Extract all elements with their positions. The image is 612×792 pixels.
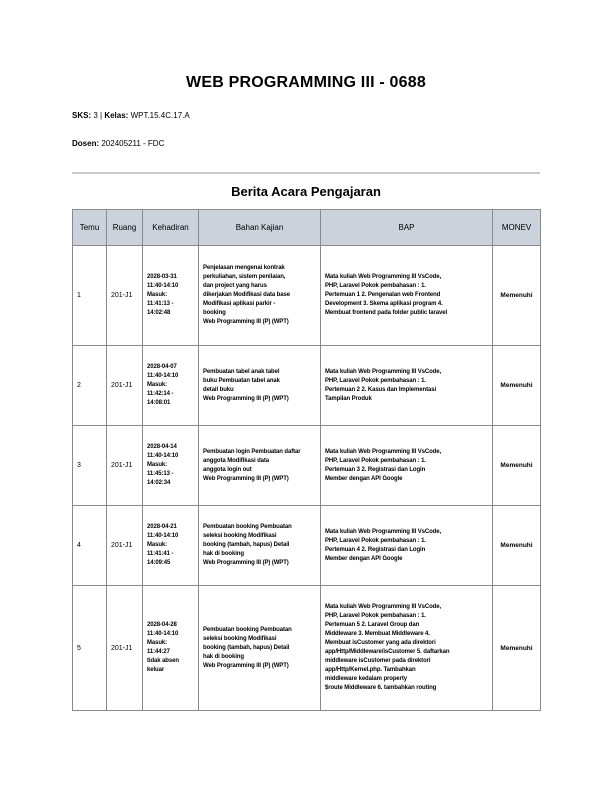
cell-line: Pertemuan 5 2. Laravel Group dan bbox=[325, 622, 420, 628]
cell-temu: 2 bbox=[73, 346, 107, 426]
cell-line: Masuk: bbox=[147, 542, 168, 548]
cell-line: Development 3. Skema aplikasi program 4. bbox=[325, 301, 443, 307]
lecturer-meta bbox=[72, 139, 164, 148]
cell-bap bbox=[321, 506, 493, 586]
cell-line: 11:41:41 - bbox=[147, 551, 174, 557]
divider bbox=[72, 172, 540, 174]
cell-line: 11:45:13 - bbox=[147, 471, 174, 477]
cell-bap bbox=[321, 346, 493, 426]
cell-kehadiran bbox=[143, 246, 199, 346]
cell-temu: 1 bbox=[73, 246, 107, 346]
cell-line: 2028-04-21 bbox=[147, 524, 177, 530]
document-title: WEB PROGRAMMING III - 0688 bbox=[186, 74, 426, 91]
cell-line: Penjelasan mengenai kontrak bbox=[203, 265, 285, 271]
cell-kehadiran bbox=[143, 426, 199, 506]
cell-line: buku Pembuatan tabel anak bbox=[203, 377, 280, 384]
sks-label: SKS: bbox=[72, 111, 92, 120]
cell-line: perkuliahan, sistem penilaian, bbox=[203, 274, 286, 280]
cell-line: 11:40-14:10 bbox=[147, 453, 179, 459]
cell-line: Middleware 3. Membuat Middleware 4. bbox=[325, 631, 430, 637]
kelas-label: Kelas: bbox=[104, 111, 129, 120]
cell-monev: Memenuhi bbox=[493, 506, 541, 586]
cell-kehadiran bbox=[143, 506, 199, 586]
cell-monev: Memenuhi bbox=[493, 586, 541, 711]
cell-bap bbox=[321, 246, 493, 346]
dosen-label: Dosen: bbox=[72, 139, 100, 148]
cell-line: Membuat frontend pada folder public laravel bbox=[325, 310, 448, 316]
cell-line: app/Http/Kernel.php. Tambahkan bbox=[325, 667, 416, 673]
cell-line: Modifikasi aplikasi parkir - bbox=[203, 301, 276, 307]
cell-line: 2028-04-28 bbox=[147, 622, 177, 628]
section-title: Berita Acara Pengajaran bbox=[231, 184, 381, 199]
cell-line: Mata kuliah Web Programming III VsCode, bbox=[325, 528, 442, 535]
cell-line: PHP, Laravel Pokok pembahasan : 1. bbox=[325, 283, 426, 289]
cell-line: 11:40-14:10 bbox=[147, 373, 179, 379]
cell-line: Tampilan Produk bbox=[325, 395, 372, 402]
cell-line: PHP, Laravel Pokok pembahasan : 1. bbox=[325, 613, 426, 619]
table-row bbox=[73, 506, 541, 586]
cell-line: Web Programming III (P) (WPT) bbox=[203, 560, 289, 566]
cell-line: 11:42:14 - bbox=[147, 391, 174, 397]
cell-line: Mata kuliah Web Programming III VsCode, bbox=[325, 368, 442, 375]
cell-line: 2028-04-07 bbox=[147, 364, 177, 370]
cell-ruang: 201-J1 bbox=[107, 426, 143, 506]
cell-temu: 3 bbox=[73, 426, 107, 506]
cell-line: seleksi booking Modifikasi bbox=[203, 533, 277, 539]
cell-line: hak di booking bbox=[203, 653, 244, 660]
cell-line: Member dengan API Google bbox=[325, 475, 403, 482]
cell-line: anggota login out bbox=[203, 466, 252, 473]
cell-line: Pembuatan tabel anak tabel bbox=[203, 368, 280, 375]
cell-line: Web Programming III (P) (WPT) bbox=[203, 395, 289, 402]
column-header-bahan-kajian: Bahan Kajian bbox=[199, 210, 321, 246]
cell-line: dikerjakan Modifikasi data base bbox=[203, 292, 290, 298]
cell-line: tidak absen bbox=[147, 658, 179, 664]
cell-line: $route Middleware 6. tambahkan routing bbox=[325, 685, 437, 691]
cell-bahan-kajian bbox=[199, 426, 321, 506]
course-meta bbox=[72, 111, 190, 120]
cell-ruang: 201-J1 bbox=[107, 246, 143, 346]
cell-line: PHP, Laravel Pokok pembahasan : 1. bbox=[325, 377, 426, 384]
dosen-value: 202405211 - FDC bbox=[99, 139, 165, 148]
cell-line: Web Programming III (P) (WPT) bbox=[203, 662, 289, 669]
cell-kehadiran bbox=[143, 586, 199, 711]
cell-line: dan project yang harus bbox=[203, 283, 267, 289]
cell-line: 14:02:48 bbox=[147, 310, 171, 316]
cell-line: 14:08:01 bbox=[147, 400, 171, 406]
cell-line: Mata kuliah Web Programming III VsCode, bbox=[325, 274, 442, 280]
cell-line: booking (tambah, hapus) Detail bbox=[203, 542, 290, 548]
table-row bbox=[73, 346, 541, 426]
cell-line: 2028-03-31 bbox=[147, 274, 177, 280]
cell-line: Member dengan API Google bbox=[325, 555, 403, 562]
cell-line: Pembuatan booking Pembuatan bbox=[203, 626, 292, 633]
cell-line: Masuk: bbox=[147, 382, 168, 388]
cell-line: Masuk: bbox=[147, 292, 168, 298]
teaching-report-table bbox=[72, 209, 541, 711]
cell-bap bbox=[321, 586, 493, 711]
cell-line: Pertemuan 2 2. Kasus dan Implementasi bbox=[325, 386, 437, 393]
cell-monev: Memenuhi bbox=[493, 246, 541, 346]
cell-line: Masuk: bbox=[147, 640, 168, 646]
cell-bahan-kajian bbox=[199, 246, 321, 346]
cell-ruang: 201-J1 bbox=[107, 586, 143, 711]
table-row bbox=[73, 246, 541, 346]
cell-line: Masuk: bbox=[147, 462, 168, 468]
cell-monev: Memenuhi bbox=[493, 426, 541, 506]
cell-temu: 4 bbox=[73, 506, 107, 586]
cell-line: Web Programming III (P) (WPT) bbox=[203, 475, 289, 482]
cell-line: booking (tambah, hapus) Detail bbox=[203, 644, 290, 651]
cell-temu: 5 bbox=[73, 586, 107, 711]
cell-line: middleware isCustomer pada direktori bbox=[325, 658, 431, 664]
cell-line: 2028-04-14 bbox=[147, 444, 177, 450]
cell-line: Pembuatan booking Pembuatan bbox=[203, 524, 292, 530]
table-row bbox=[73, 586, 541, 711]
kelas-value: WPT.15.4C.17.A bbox=[128, 111, 190, 120]
column-header-monev: MONEV bbox=[493, 210, 541, 246]
cell-line: 14:02:34 bbox=[147, 480, 171, 486]
cell-kehadiran bbox=[143, 346, 199, 426]
cell-line: 11:40-14:10 bbox=[147, 533, 179, 539]
cell-line: Mata kuliah Web Programming III VsCode, bbox=[325, 604, 442, 610]
cell-ruang: 201-J1 bbox=[107, 346, 143, 426]
table-row bbox=[73, 426, 541, 506]
cell-line: Mata kuliah Web Programming III VsCode, bbox=[325, 448, 442, 455]
cell-line: seleksi booking Modifikasi bbox=[203, 635, 277, 642]
cell-line: middleware kedalam property bbox=[325, 676, 407, 682]
cell-line: 14:09:45 bbox=[147, 560, 171, 566]
cell-line: 11:40-14:10 bbox=[147, 631, 179, 637]
cell-ruang: 201-J1 bbox=[107, 506, 143, 586]
cell-line: app/Http/Middleware/isCustomer 5. daftarkan bbox=[325, 649, 450, 655]
cell-line: Pembuatan login Pembuatan daftar bbox=[203, 448, 301, 455]
column-header-ruang: Ruang bbox=[107, 210, 143, 246]
cell-line: 11:44:27 bbox=[147, 649, 170, 655]
column-header-kehadiran: Kehadiran bbox=[143, 210, 199, 246]
cell-line: detail buku bbox=[203, 386, 234, 393]
cell-line: keluar bbox=[147, 667, 165, 673]
cell-line: Pertemuan 4 2. Registrasi dan Login bbox=[325, 546, 426, 553]
cell-bahan-kajian bbox=[199, 506, 321, 586]
cell-line: Pertemuan 1 2. Pengenalan web Frontend bbox=[325, 292, 441, 298]
cell-line: 11:40-14:10 bbox=[147, 283, 179, 289]
sks-value: 3 | bbox=[91, 111, 105, 120]
cell-bahan-kajian bbox=[199, 586, 321, 711]
cell-line: anggota Modifikasi data bbox=[203, 457, 270, 464]
cell-line: PHP, Laravel Pokok pembahasan : 1. bbox=[325, 457, 426, 464]
column-header-temu: Temu bbox=[73, 210, 107, 246]
cell-bap bbox=[321, 426, 493, 506]
cell-line: Membuat isCustomer yang ada direktori bbox=[325, 640, 436, 646]
cell-line: hak di booking bbox=[203, 551, 244, 557]
cell-line: 11:41:13 - bbox=[147, 301, 174, 307]
cell-line: booking bbox=[203, 310, 226, 316]
cell-line: Pertemuan 3 2. Registrasi dan Login bbox=[325, 466, 426, 473]
cell-line: PHP, Laravel Pokok pembahasan : 1. bbox=[325, 537, 426, 544]
cell-bahan-kajian bbox=[199, 346, 321, 426]
table-header-row bbox=[73, 210, 541, 246]
cell-monev: Memenuhi bbox=[493, 346, 541, 426]
cell-line: Web Programming III (P) (WPT) bbox=[203, 319, 289, 325]
column-header-bap: BAP bbox=[321, 210, 493, 246]
